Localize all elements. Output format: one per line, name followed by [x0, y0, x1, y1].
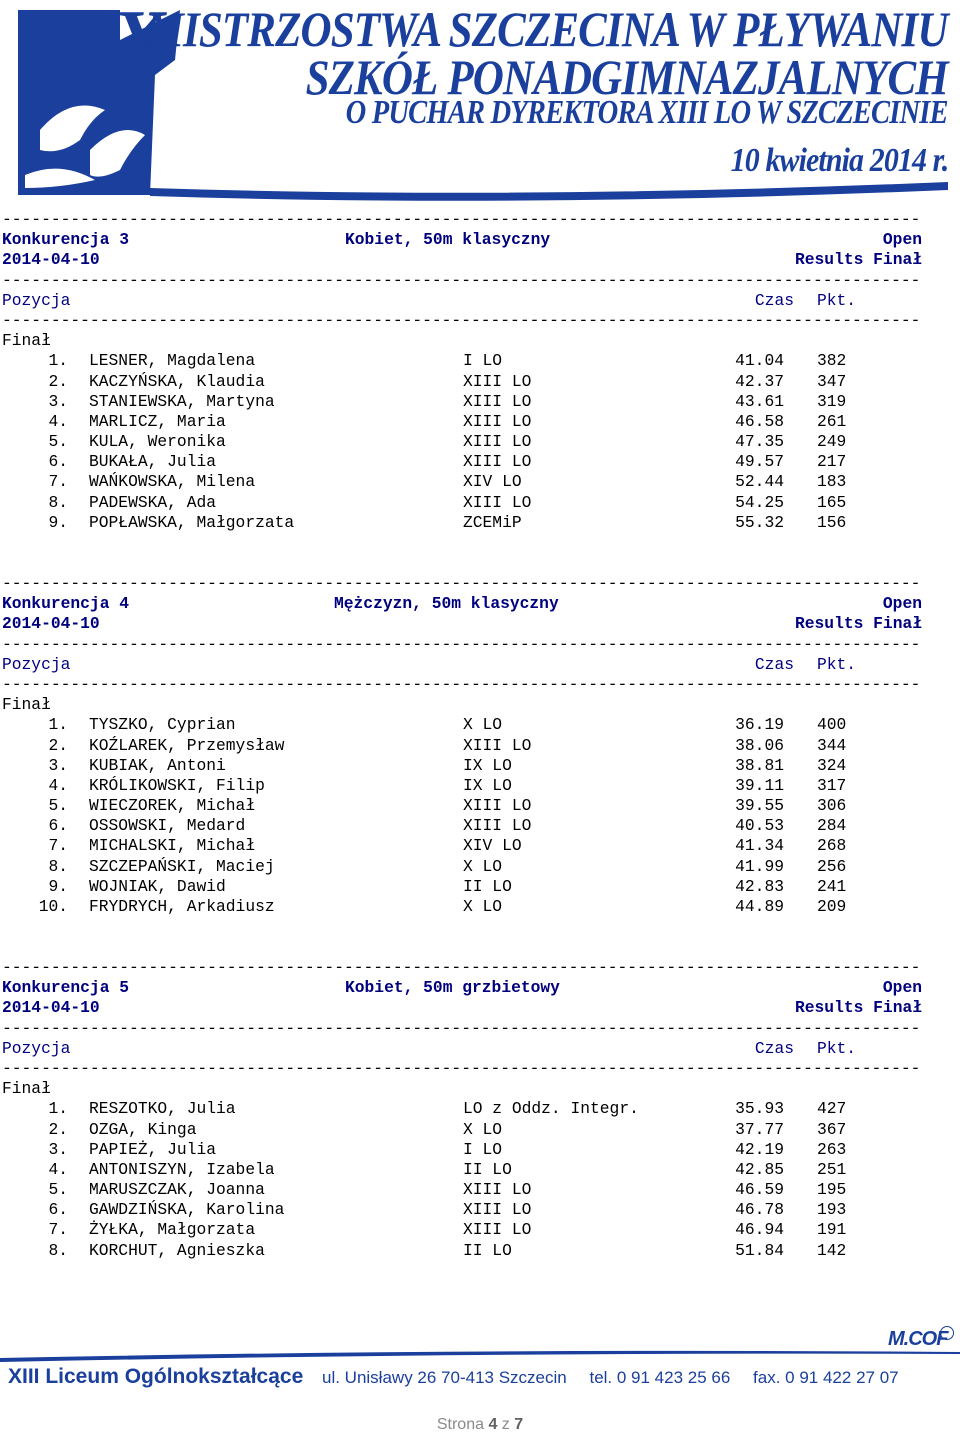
event-number: Konkurencja 3 [2, 230, 130, 250]
result-name: OSSOWSKI, Medard [89, 816, 246, 836]
result-place: 2. [48, 371, 68, 391]
result-place: 1. [48, 1099, 68, 1119]
result-name: STANIEWSKA, Martyna [89, 391, 275, 411]
result-time: 42.85 [735, 1159, 784, 1179]
result-name: KULA, Weronika [89, 432, 226, 452]
result-club: XIII LO [463, 735, 532, 755]
result-name: TYSZKO, Cyprian [89, 715, 236, 735]
result-club: IX LO [463, 775, 512, 795]
banner-date: 10 kwietnia 2014 r. [730, 142, 948, 179]
result-points: 306 [817, 796, 847, 816]
column-header-row [2, 1039, 926, 1059]
event-category: Open [882, 978, 922, 998]
result-name: BUKAŁA, Julia [89, 452, 217, 472]
result-place: 3. [48, 1139, 68, 1159]
result-club: XIII LO [463, 1200, 532, 1220]
result-place: 5. [48, 1180, 68, 1200]
result-name: KOŹLAREK, Przemysław [89, 735, 285, 755]
result-name: WIECZOREK, Michał [89, 796, 256, 816]
result-place: 4. [48, 775, 68, 795]
result-place: 6. [48, 452, 68, 472]
event-number: Konkurencja 5 [2, 978, 130, 998]
result-time: 38.06 [735, 735, 784, 755]
divider-line: ---------------------------------------------------------------------------------------------- [2, 270, 921, 290]
result-time: 40.53 [735, 816, 784, 836]
result-club: IX LO [463, 755, 512, 775]
result-time: 46.58 [735, 411, 784, 431]
result-club: XIII LO [463, 796, 532, 816]
result-name: RESZOTKO, Julia [89, 1099, 236, 1119]
result-row [2, 372, 926, 392]
result-row [2, 432, 926, 452]
column-position: Pozycja [2, 654, 71, 674]
result-name: WAŃKOWSKA, Milena [89, 472, 256, 492]
banner-title-line3: O PUCHAR DYREKTORA XIII LO W SZCZECINIE [345, 94, 948, 131]
event-category: Open [882, 594, 922, 614]
result-name: MARLICZ, Maria [89, 411, 226, 431]
result-name: WOJNIAK, Dawid [89, 876, 226, 896]
result-club: I LO [463, 1139, 503, 1159]
logo-x-letter: X [112, 0, 166, 83]
event-meta-row [2, 998, 926, 1018]
result-name: KORCHUT, Agnieszka [89, 1240, 265, 1260]
result-place: 4. [48, 411, 68, 431]
result-row [2, 513, 926, 533]
column-position: Pozycja [2, 1038, 71, 1058]
result-time: 46.78 [735, 1200, 784, 1220]
result-row [2, 736, 926, 756]
result-time: 49.57 [735, 452, 784, 472]
divider-line: ---------------------------------------------------------------------------------------------- [2, 574, 921, 593]
result-time: 42.19 [735, 1139, 784, 1159]
result-points: 317 [817, 775, 847, 795]
event-title-row [2, 230, 926, 250]
result-row [2, 1099, 926, 1119]
result-points: 268 [817, 836, 847, 856]
result-time: 35.93 [735, 1099, 784, 1119]
result-time: 54.25 [735, 492, 784, 512]
result-points: 400 [817, 715, 847, 735]
footer-fax: fax. 0 91 422 27 07 [753, 1368, 899, 1387]
result-club: ZCEMiP [463, 512, 522, 532]
result-place: 2. [48, 735, 68, 755]
result-row [2, 877, 926, 897]
result-club: XIII LO [463, 391, 532, 411]
divider-line: ---------------------------------------------------------------------------------------------- [2, 210, 921, 229]
column-time: Czas [754, 654, 794, 674]
divider-line: ---------------------------------------------------------------------------------------------- [2, 958, 921, 977]
result-time: 39.11 [735, 775, 784, 795]
result-time: 42.37 [735, 371, 784, 391]
result-club: XIII LO [463, 1220, 532, 1240]
result-row [2, 452, 926, 472]
result-points: 193 [817, 1200, 847, 1220]
event-title-row [2, 978, 926, 998]
result-row [2, 1140, 926, 1160]
result-time: 38.81 [735, 755, 784, 775]
result-points: 347 [817, 371, 847, 391]
result-row [2, 816, 926, 836]
result-points: 195 [817, 1180, 847, 1200]
result-time: 41.34 [735, 836, 784, 856]
result-time: 36.19 [735, 715, 784, 735]
result-points: 191 [817, 1220, 847, 1240]
result-place: 4. [48, 1159, 68, 1179]
smiley-icon [940, 1326, 954, 1340]
result-place: 7. [48, 1220, 68, 1240]
result-points: 256 [817, 856, 847, 876]
result-place: 7. [48, 472, 68, 492]
result-row [2, 1180, 926, 1200]
result-points: 156 [817, 512, 847, 532]
divider-line: ---------------------------------------------------------------------------------------------- [2, 1018, 921, 1038]
event-name: Mężczyzn, 50m klasyczny [334, 594, 559, 614]
result-points: 183 [817, 472, 847, 492]
result-row [2, 1220, 926, 1240]
round-label [2, 695, 926, 715]
result-name: POPŁAWSKA, Małgorzata [89, 512, 295, 532]
result-place: 6. [48, 816, 68, 836]
result-place: 3. [48, 391, 68, 411]
banner-title-line2: SZKÓŁ PONADGIMNAZJALNYCH [305, 49, 948, 105]
result-time: 55.32 [735, 512, 784, 532]
result-place: 6. [48, 1200, 68, 1220]
result-name: SZCZEPAŃSKI, Maciej [89, 856, 275, 876]
result-club: XIII LO [463, 1180, 532, 1200]
result-time: 39.55 [735, 796, 784, 816]
result-place: 8. [48, 492, 68, 512]
column-time: Czas [754, 290, 794, 310]
round-name: Finał [2, 1079, 51, 1099]
result-place: 5. [48, 432, 68, 452]
result-club: XIII LO [463, 371, 532, 391]
result-time: 42.83 [735, 876, 784, 896]
result-points: 165 [817, 492, 847, 512]
result-club: LO z Oddz. Integr. [463, 1099, 639, 1119]
result-name: FRYDRYCH, Arkadiusz [89, 897, 275, 916]
result-club: II LO [463, 1240, 512, 1260]
column-header-row [2, 655, 926, 675]
result-place: 9. [48, 512, 68, 532]
result-row [2, 1241, 926, 1261]
column-position: Pozycja [2, 290, 71, 310]
result-points: 284 [817, 816, 847, 836]
column-header-row [2, 291, 926, 311]
event-status: Results Finał [794, 998, 922, 1018]
footer-school-name: XIII Liceum Ogólnokształcące [8, 1365, 304, 1388]
result-name: LESNER, Magdalena [89, 351, 256, 371]
event-date: 2014-04-10 [2, 998, 100, 1018]
brand-logo: M.COF [888, 1328, 948, 1350]
event-block [2, 958, 926, 1261]
result-time: 41.99 [735, 856, 784, 876]
result-time: 46.94 [735, 1220, 784, 1240]
result-row [2, 351, 926, 371]
column-points: Pkt. [817, 1038, 857, 1058]
event-title-row [2, 594, 926, 614]
round-label [2, 331, 926, 351]
event-status: Results Finał [794, 614, 922, 634]
event-meta-row [2, 250, 926, 270]
result-row [2, 776, 926, 796]
round-name: Finał [2, 695, 51, 715]
result-name: ŻYŁKA, Małgorzata [89, 1220, 256, 1240]
event-block [2, 574, 926, 917]
result-points: 324 [817, 755, 847, 775]
result-row [2, 412, 926, 432]
result-row [2, 715, 926, 735]
column-time: Czas [754, 1038, 794, 1058]
event-date: 2014-04-10 [2, 250, 100, 270]
result-points: 142 [817, 1240, 847, 1260]
result-club: XIII LO [463, 411, 532, 431]
result-name: MARUSZCZAK, Joanna [89, 1180, 265, 1200]
footer-contact [322, 1368, 917, 1388]
result-club: X LO [463, 1119, 503, 1139]
result-points: 344 [817, 735, 847, 755]
result-time: 47.35 [735, 432, 784, 452]
result-points: 367 [817, 1119, 847, 1139]
result-points: 249 [817, 432, 847, 452]
column-points: Pkt. [817, 290, 857, 310]
event-number: Konkurencja 4 [2, 594, 130, 614]
divider-line: ---------------------------------------------------------------------------------------------- [2, 1058, 921, 1078]
result-row [2, 493, 926, 513]
result-time: 43.61 [735, 391, 784, 411]
result-name: PAPIEŻ, Julia [89, 1139, 217, 1159]
result-row [2, 1120, 926, 1140]
divider-line: ---------------------------------------------------------------------------------------------- [2, 310, 921, 330]
result-row [2, 857, 926, 877]
result-club: X LO [463, 856, 503, 876]
result-name: KACZYŃSKA, Klaudia [89, 371, 265, 391]
result-place: 1. [48, 715, 68, 735]
result-club: X LO [463, 715, 503, 735]
result-row [2, 1160, 926, 1180]
result-name: KUBIAK, Antoni [89, 755, 226, 775]
result-name: KRÓLIKOWSKI, Filip [89, 775, 265, 795]
result-row [2, 392, 926, 412]
result-name: OZGA, Kinga [89, 1119, 197, 1139]
result-points: 263 [817, 1139, 847, 1159]
result-club: II LO [463, 1159, 512, 1179]
result-place: 2. [48, 1119, 68, 1139]
result-club: X LO [463, 897, 503, 916]
footer-address: ul. Unisławy 26 70-413 Szczecin [322, 1368, 567, 1387]
result-points: 261 [817, 411, 847, 431]
result-place: 1. [48, 351, 68, 371]
event-block [2, 210, 926, 533]
event-category: Open [882, 230, 922, 250]
result-points: 217 [817, 452, 847, 472]
result-points: 427 [817, 1099, 847, 1119]
footer-phone: tel. 0 91 423 25 66 [589, 1368, 731, 1387]
result-club: XIII LO [463, 492, 532, 512]
result-club: XIII LO [463, 452, 532, 472]
event-status: Results Finał [794, 250, 922, 270]
divider-line: ---------------------------------------------------------------------------------------------- [2, 674, 921, 694]
result-points: 241 [817, 876, 847, 896]
result-club: XIII LO [463, 816, 532, 836]
result-place: 3. [48, 755, 68, 775]
page-number: Strona 4 z 7 [436, 1416, 524, 1433]
result-row [2, 897, 926, 917]
result-place: 5. [48, 796, 68, 816]
banner-title-line1: MISTRZOSTWA SZCZECINA W PŁYWANIU [145, 1, 948, 57]
round-name: Finał [2, 331, 51, 351]
result-place: 7. [48, 836, 68, 856]
round-label [2, 1079, 926, 1099]
page-header [0, 0, 960, 205]
result-row [2, 472, 926, 492]
column-points: Pkt. [817, 654, 857, 674]
result-time: 46.59 [735, 1180, 784, 1200]
result-time: 51.84 [735, 1240, 784, 1260]
result-name: PADEWSKA, Ada [89, 492, 217, 512]
result-time: 44.89 [735, 897, 784, 916]
result-name: GAWDZIŃSKA, Karolina [89, 1200, 285, 1220]
event-name: Kobiet, 50m klasyczny [345, 230, 551, 250]
result-row [2, 756, 926, 776]
result-time: 41.04 [735, 351, 784, 371]
event-name: Kobiet, 50m grzbietowy [345, 978, 560, 998]
result-club: XIV LO [463, 836, 522, 856]
result-place: 9. [48, 876, 68, 896]
event-meta-row [2, 614, 926, 634]
result-place: 8. [48, 856, 68, 876]
result-time: 37.77 [735, 1119, 784, 1139]
result-club: XIII LO [463, 432, 532, 452]
result-points: 319 [817, 391, 847, 411]
result-name: ANTONISZYN, Izabela [89, 1159, 275, 1179]
result-points: 209 [817, 897, 847, 916]
result-place: 10. [38, 897, 68, 916]
result-row [2, 796, 926, 816]
result-row [2, 836, 926, 856]
result-points: 382 [817, 351, 847, 371]
result-club: II LO [463, 876, 512, 896]
divider-line: ---------------------------------------------------------------------------------------------- [2, 634, 921, 654]
event-date: 2014-04-10 [2, 614, 100, 634]
result-points: 251 [817, 1159, 847, 1179]
result-club: I LO [463, 351, 503, 371]
result-place: 8. [48, 1240, 68, 1260]
result-name: MICHALSKI, Michał [89, 836, 256, 856]
result-club: XIV LO [463, 472, 522, 492]
result-time: 52.44 [735, 472, 784, 492]
result-row [2, 1200, 926, 1220]
